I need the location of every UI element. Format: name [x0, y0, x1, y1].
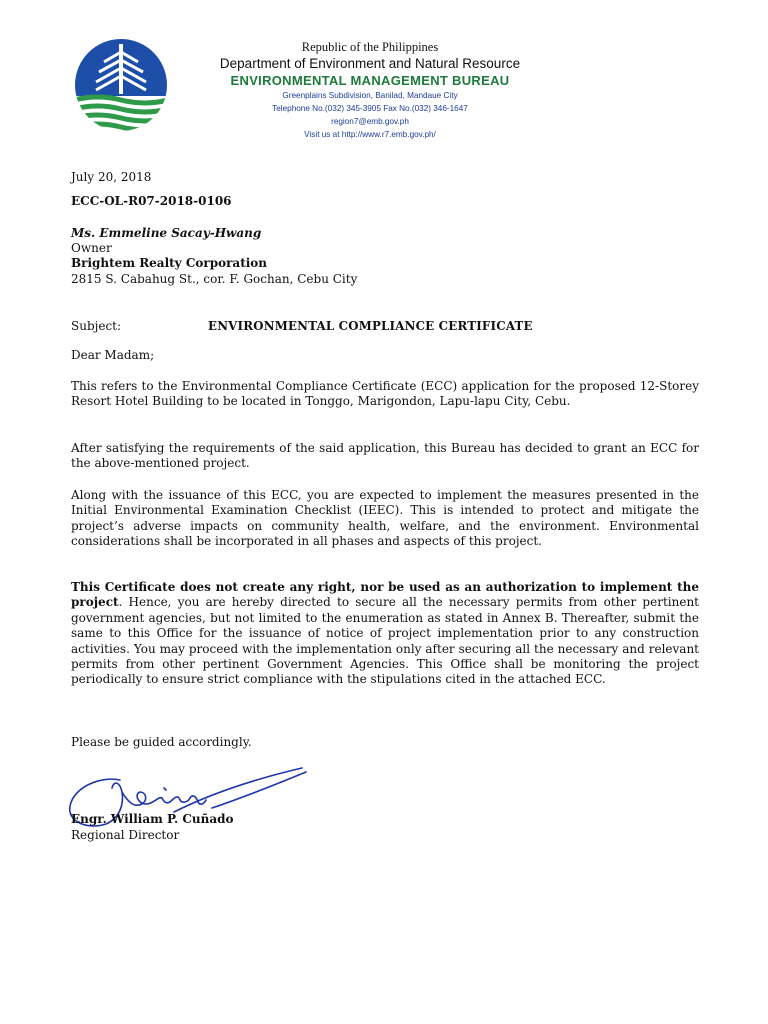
closing: Please be guided accordingly.: [71, 735, 252, 749]
paragraph-1: This refers to the Environmental Compliance Certificate (ECC) application for the proposed 12-Storey Resort Hotel Building to be located in Tonggo, Marigondon, Lapu-lapu City, Cebu.: [71, 379, 699, 409]
recipient-title: Owner: [71, 241, 112, 255]
signatory-name: Engr. William P. Cuñado: [71, 812, 234, 826]
letterhead-address: Greenplains Subdivision, Banilad, Mandaue City: [282, 91, 458, 100]
paragraph-4: [71, 580, 699, 688]
signatory-title: Regional Director: [71, 828, 180, 842]
recipient-company: Brightem Realty Corporation: [71, 256, 268, 270]
letterhead: [170, 40, 570, 141]
subject-value: ENVIRONMENTAL COMPLIANCE CERTIFICATE: [208, 319, 533, 333]
denr-logo: [74, 38, 168, 132]
subject-label: Subject:: [71, 319, 122, 333]
recipient-name: Ms. Emmeline Sacay-Hwang: [71, 226, 262, 240]
letterhead-website: Visit us at http://www.r7.emb.gov.ph/: [304, 130, 436, 139]
paragraph-4-text: . Hence, you are hereby directed to secure all the necessary permits from other pertinent government agencies, but not limited to the enumeration as stated in Annex B. Thereafter, submit the same to this Office for the issuance of notice of project implementation prior to any construction activities. You may proceed with the implementation only after securing all the necessary and relevant permits from other pertinent Government Agencies. This Office shall be monitoring the project periodically to ensure strict compliance with the stipulations cited in the attached ECC.: [71, 595, 699, 687]
paragraph-2: After satisfying the requirements of the said application, this Bureau has decided to grant an ECC for the above-mentioned project.: [71, 441, 699, 471]
recipient-address: 2815 S. Cabahug St., cor. F. Gochan, Cebu City: [71, 272, 358, 286]
letterhead-bureau: ENVIRONMENTAL MANAGEMENT BUREAU: [230, 73, 510, 88]
letter-date: July 20, 2018: [71, 170, 152, 184]
paragraph-3: Along with the issuance of this ECC, you are expected to implement the measures presented in the Initial Environmental Examination Checklist (IEEC). This is intended to protect and mitigate the project’s adverse impacts on community health, welfare, and the environment. Environmental considerations shall be incorporated in all phases and aspects of this project.: [71, 488, 699, 549]
reference-number: ECC-OL-R07-2018-0106: [71, 194, 232, 208]
letterhead-phone: Telephone No.(032) 345-3905 Fax No.(032) 346-1647: [272, 104, 468, 113]
denr-logo-icon: [74, 38, 168, 132]
letterhead-department: Department of Environment and Natural Resource: [219, 56, 521, 71]
letterhead-email: region7@emb.gov.ph: [331, 117, 409, 126]
paragraph-4-bold: This Certificate does not create any right, nor be used as an authorization to implement the project: [71, 580, 699, 610]
salutation: Dear Madam;: [71, 348, 155, 362]
letterhead-republic: Republic of the Philippines: [301, 40, 439, 54]
